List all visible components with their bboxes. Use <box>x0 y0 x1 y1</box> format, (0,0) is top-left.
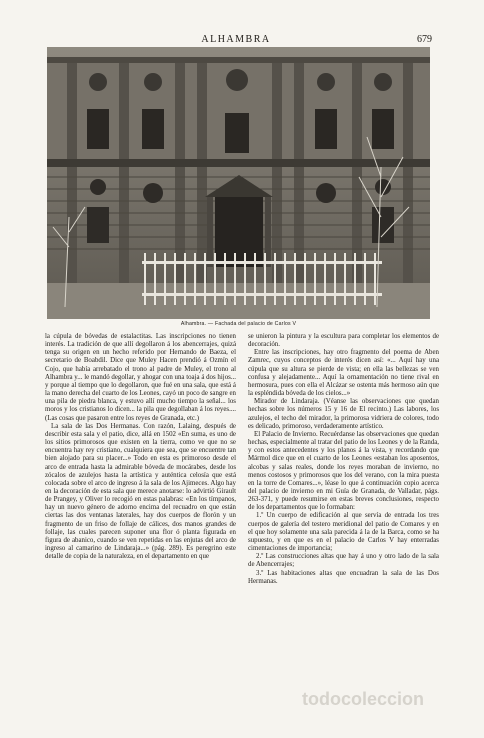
right-column <box>248 333 439 648</box>
paragraph: la cúpula de bóvedas de estalactitas. Las inscripciones no tienen interés. La tradición de que allí degollaron á los abencerrajes, quizá tenga su origen en un hecho referido por Hernando de Baeza, el secretario de Boabdil. Dice que Muley Hacen prendió á Ozmín el Cojo, que había arrebatado el trono al padre de Muley, el trono al Alhambra y... le mandó degollar, y ahogar con una toaja á dos hijos... y porque al tiempo que lo degollaron, que fué en una sala, que está á la mano derecha del cuarto de los Leones, cayó un poco de sangre en una pila de piedra blanca, y estuvo allí mucho tiempo la señal... los moros y los cristianos lo dicen... la pila que degollaban á los reyes.... (Las cosas que pasaron entre los reyes de Granada, etc.) <box>45 333 236 422</box>
paragraph: se unieron la pintura y la escultura para completar los elementos de decoración. <box>248 333 439 349</box>
figure-caption: Alhambra. — Fachada del palacio de Carlos V <box>180 321 297 327</box>
paragraph: El Palacio de Invierno. Recuérdanse las observaciones que quedan hechas, especialmente al tratar del patio de los Leones y de la Randa, y con estos antecedentes y los planos á la vista, y recordando que Mármol dice que en el cuarto de los Leones «estaban los aposentos, alcobas y salas reales, donde los reyes moraban de invierno, no menos costosos y primorosos que los del verano, con la mira puesta en la torre de Comares...», léase lo que á continuación copio acerca del palacio de invierno en mi Guía de Granada, de Valladar, págs. 263-371, y puede resumirse en estas breves conclusiones, respecto de los departamentos que lo formaban: <box>248 430 439 512</box>
left-column <box>45 333 236 648</box>
paragraph: Mirador de Lindaraja. (Véanse las observaciones que quedan hechas sobre los números 15 y 16 de El recinto.) Las labores, los azulejos, el techo del mirador, la primorosa vidriera de colores, todo es delicado, primoroso, verdaderamente artístico. <box>248 398 439 430</box>
watermark-logo <box>300 686 475 712</box>
page-number: 679 <box>417 34 432 45</box>
paragraph: La sala de las Dos Hermanas. Con razón, Lalaing, después de describir esta sala y el patio, dice, allá en 1502 «En suma, es uno de los sitios primorosos que existen en la tierra, como ve que no se encuentra hay rey cristiano, cualquiera que sea, que se encuentre tan bien alojado para su placer...» Todo en esta es primoroso desde el arco de entrada hasta la admirable bóveda de mocárabes, desde los zócalos de azulejos hasta la artística y auténtica celosía que está colocada sobre el arco de ingreso á la sala de los Ajimeces. Algo hay en la decoración de esta sala que merece anotarse: lo advirtió Girault de Prangey, y Oliver lo recogió en estas palabras: «En los tímpanos, hay un nuevo género de adorno encima del recuadro en que están ciertas las dos ventanas laterales, hay dos cuerpos de florón y un fragmento de un friso de follaje de cálices, dos manos grandes de follaje, las cuales parecen suponer una flor ó planta figurada en figura de abanico, cuando se ven repetidas en las enjutas del arco de ingreso al camarino de Lindaraja...» (pág. 289). Es peregrino este detalle de copia de la naturaleza, en el departamento en que <box>45 422 236 561</box>
text-columns <box>45 333 439 648</box>
list-item: 1.º Un cuerpo de edificación al que servía de entrada los tres cuerpos de galería del testero meridional del patio de Comares y en el que hoy solamente una sala parecida á la de la Barca, como se ha supuesto, y en que es en el palacio de Carlos V hay enterradas cimentaciones de importancia; <box>248 512 439 553</box>
list-item: 3.º Las habitaciones altas que encuadran la sala de las Dos Hermanas. <box>248 569 439 585</box>
running-head <box>40 34 432 48</box>
facade-photograph <box>47 47 430 319</box>
running-title: ALHAMBRA <box>201 34 271 45</box>
paragraph: Entre las inscripciones, hay otro fragmento del poema de Aben Zamrec, cuyos conceptos de interés dicen así: «... Aquí hay una cúpula que su altura se pierde de vista; en ella las bellezas se ven confusa y alejadamente... Aquí la ornamentación no tiene rival en hermosura, pues con ella el Alcázar se ostenta más hermoso aún que la espléndida bóveda de los cielos...» <box>248 349 439 398</box>
watermark-text: todocoleccion <box>302 689 425 709</box>
list-item: 2.º Las construcciones altas que hay á uno y otro lado de la sala de Abencerrajes; <box>248 553 439 569</box>
